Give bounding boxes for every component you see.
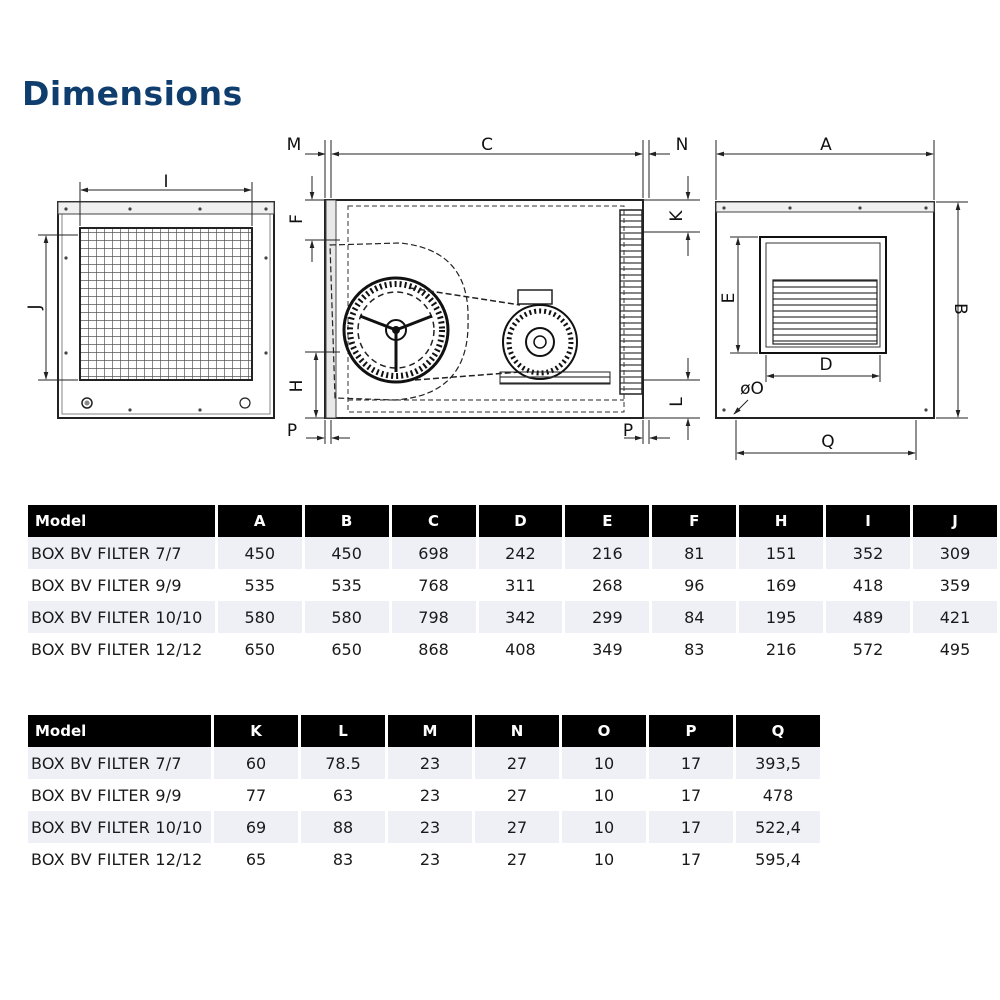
motor [500, 290, 610, 384]
table-cell: 535 [244, 575, 275, 595]
column-header: F [652, 505, 736, 537]
column-header: Model [28, 505, 215, 537]
side-view [287, 135, 700, 444]
table-row [28, 811, 820, 843]
table-cell: 522,4 [736, 811, 820, 843]
table-cell: 768 [418, 575, 449, 595]
table-cell: 27 [475, 747, 559, 779]
column-header: C [392, 505, 476, 537]
dimension-label-p-left: P [286, 421, 298, 441]
table-row [28, 537, 997, 569]
table-cell: BOX BV FILTER 10/10 [28, 811, 211, 843]
table-cell: 27 [506, 849, 528, 869]
outlet-view [716, 135, 970, 460]
table-cell: 195 [739, 601, 823, 633]
table-cell: BOX BV FILTER 12/12 [31, 849, 203, 869]
dimension-label-a: A [820, 135, 832, 155]
table-cell: 17 [680, 849, 702, 869]
table-cell: 84 [652, 601, 736, 633]
dimension-label-b: B [950, 303, 970, 315]
table-cell: 393,5 [736, 747, 820, 779]
table-cell: 83 [332, 849, 354, 869]
column-header: K [214, 715, 298, 747]
table-cell: BOX BV FILTER 7/7 [28, 747, 211, 779]
table-cell: 10 [593, 849, 615, 869]
table-cell: 309 [913, 537, 997, 569]
table-cell: 352 [826, 537, 910, 569]
table-cell: 868 [418, 639, 449, 659]
table-cell: 27 [506, 785, 528, 805]
table-cell: 535 [331, 575, 362, 595]
column-header: I [826, 505, 910, 537]
table-cell: 650 [244, 639, 275, 659]
table-cell: 10 [562, 747, 646, 779]
table-cell: 17 [680, 785, 702, 805]
dimension-label-i: I [163, 172, 169, 192]
dimension-label-n: N [675, 135, 689, 155]
table-cell: 60 [214, 747, 298, 779]
dimension-label-k: K [667, 210, 687, 222]
table-cell: 268 [592, 575, 623, 595]
table-cell: 81 [652, 537, 736, 569]
table-row [28, 843, 820, 875]
dimension-label-d: D [819, 355, 833, 375]
column-header: E [565, 505, 649, 537]
column-header: M [388, 715, 472, 747]
table-cell: 359 [939, 575, 971, 595]
column-header: N [475, 715, 559, 747]
dimensions-table-2 [25, 715, 823, 875]
column-header: J [913, 505, 997, 537]
table-cell: 489 [826, 601, 910, 633]
table-cell: 572 [852, 639, 884, 659]
table-row [28, 569, 997, 601]
table-cell: 580 [305, 601, 389, 633]
table-cell: 10 [562, 811, 646, 843]
column-header: D [479, 505, 563, 537]
dimension-label-l: L [667, 397, 687, 407]
table-cell: 216 [565, 537, 649, 569]
column-header: H [739, 505, 823, 537]
table-cell: 418 [852, 575, 884, 595]
column-header: P [649, 715, 733, 747]
table-header-row [28, 505, 997, 537]
dimension-label-f: F [287, 214, 307, 224]
table-cell: 23 [419, 849, 441, 869]
table-cell: 23 [419, 785, 441, 805]
table-cell: 63 [332, 785, 354, 805]
dimension-label-c: C [481, 135, 493, 155]
table-cell: 342 [479, 601, 563, 633]
column-header: Q [736, 715, 820, 747]
table-header-row [28, 715, 820, 747]
dimension-label-q: Q [821, 432, 835, 452]
table-cell: 17 [649, 811, 733, 843]
table-cell: 798 [392, 601, 476, 633]
column-header: A [218, 505, 302, 537]
table-cell: BOX BV FILTER 9/9 [31, 575, 182, 595]
table-cell: 478 [762, 785, 794, 805]
table-cell: 349 [592, 639, 623, 659]
table-cell: 83 [684, 639, 705, 659]
table-cell: 17 [649, 747, 733, 779]
table-row [28, 779, 820, 811]
table-cell: 299 [565, 601, 649, 633]
dimension-label-e: E [719, 292, 739, 304]
column-header: L [301, 715, 385, 747]
table-cell: 27 [475, 811, 559, 843]
dimension-label-o: øO [740, 379, 764, 399]
dimension-label-j: J [25, 304, 45, 310]
table-cell: 311 [505, 575, 536, 595]
table-cell: 151 [739, 537, 823, 569]
table-cell: 650 [331, 639, 362, 659]
table-cell: 10 [593, 785, 615, 805]
filter-grill [80, 228, 252, 380]
dimension-label-p-right: P [622, 421, 634, 441]
column-header: O [562, 715, 646, 747]
table-cell: 698 [392, 537, 476, 569]
table-cell: 595,4 [755, 849, 801, 869]
table-row [28, 747, 820, 779]
column-header: Model [28, 715, 211, 747]
table-row [28, 633, 997, 665]
table-cell: 96 [684, 575, 705, 595]
table-cell: BOX BV FILTER 9/9 [31, 785, 182, 805]
table-cell: 169 [765, 575, 797, 595]
table-cell: 450 [305, 537, 389, 569]
side-casing [325, 200, 643, 418]
table-cell: 69 [214, 811, 298, 843]
table-cell: 242 [479, 537, 563, 569]
front-view [25, 172, 274, 418]
dimension-label-m: M [286, 135, 302, 155]
table-cell: 78.5 [301, 747, 385, 779]
dimensions-table-1 [25, 505, 1000, 665]
table-cell: 216 [765, 639, 797, 659]
table-cell: BOX BV FILTER 10/10 [28, 601, 215, 633]
technical-drawing [0, 0, 1000, 470]
table-cell: 495 [939, 639, 971, 659]
column-header: B [305, 505, 389, 537]
table-cell: 23 [388, 811, 472, 843]
table-cell: BOX BV FILTER 12/12 [31, 639, 203, 659]
table-cell: 65 [245, 849, 267, 869]
table-row [28, 601, 997, 633]
table-cell: 408 [505, 639, 536, 659]
table-cell: 450 [218, 537, 302, 569]
table-cell: 23 [388, 747, 472, 779]
table-cell: 421 [913, 601, 997, 633]
table-cell: 88 [301, 811, 385, 843]
dimension-label-h: H [287, 379, 307, 393]
page-title: Dimensions [22, 74, 243, 113]
table-cell: 77 [245, 785, 267, 805]
table-cell: 580 [218, 601, 302, 633]
table-cell: BOX BV FILTER 7/7 [28, 537, 215, 569]
